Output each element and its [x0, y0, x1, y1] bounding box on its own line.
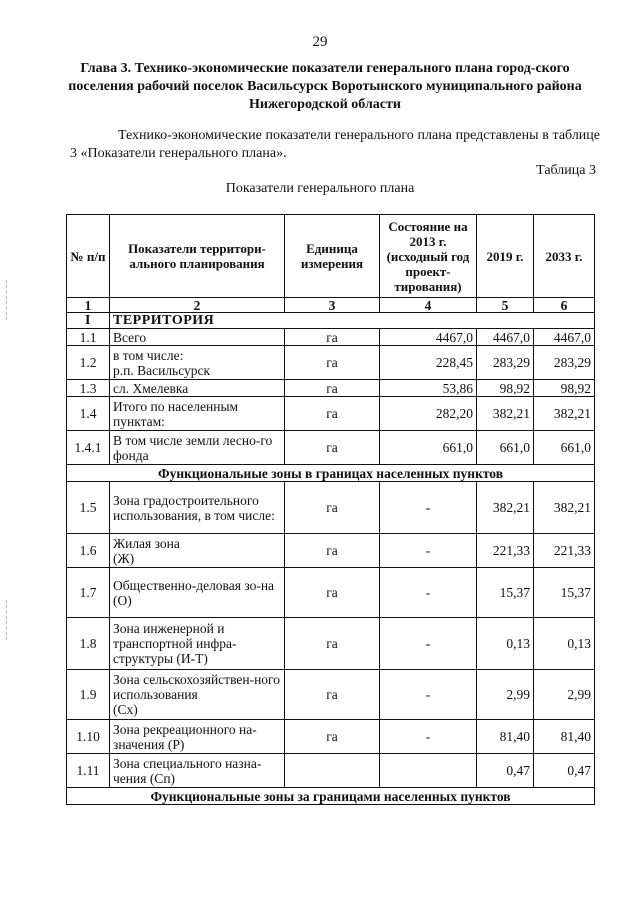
table-row	[67, 329, 595, 346]
row-indicator: Всего	[110, 329, 285, 346]
row-unit: га	[285, 534, 380, 568]
table-row	[67, 618, 595, 670]
row-value-2013: -	[380, 618, 477, 670]
row-value-2013: -	[380, 534, 477, 568]
zone-rows	[67, 482, 595, 788]
header-2019: 2019 г.	[477, 215, 534, 298]
row-num: 1.4.1	[67, 431, 110, 465]
row-value-2033: 221,33	[534, 534, 595, 568]
row-unit: га	[285, 482, 380, 534]
header-unit: Единица измерения	[285, 215, 380, 298]
row-value-2033: 2,99	[534, 670, 595, 720]
row-value-2033: 382,21	[534, 397, 595, 431]
row-unit: га	[285, 380, 380, 397]
column-number: 2	[110, 298, 285, 313]
column-number: 6	[534, 298, 595, 313]
row-unit: га	[285, 720, 380, 754]
column-number-row	[67, 298, 595, 313]
row-value-2019: 382,21	[477, 397, 534, 431]
row-value-2019: 15,37	[477, 568, 534, 618]
indicators-table	[66, 214, 595, 805]
row-value-2033: 81,40	[534, 720, 595, 754]
row-value-2019: 98,92	[477, 380, 534, 397]
row-num: 1.11	[67, 754, 110, 788]
column-number: 4	[380, 298, 477, 313]
row-num: 1.3	[67, 380, 110, 397]
column-number: 1	[67, 298, 110, 313]
row-value-2013: 53,86	[380, 380, 477, 397]
row-indicator: В том числе земли лесно-го фонда	[110, 431, 285, 465]
page-number: 29	[312, 34, 328, 50]
table-title: Показатели генерального плана	[225, 181, 415, 196]
row-unit: га	[285, 431, 380, 465]
row-num: 1.9	[67, 670, 110, 720]
row-value-2033: 98,92	[534, 380, 595, 397]
table-row	[67, 754, 595, 788]
row-value-2013: 282,20	[380, 397, 477, 431]
row-indicator: Зона специального назна-чения (Сп)	[110, 754, 285, 788]
row-num: 1.7	[67, 568, 110, 618]
row-value-2033: 661,0	[534, 431, 595, 465]
zone-header-inside: Функциональные зоны в границах населенных пунктов	[67, 465, 595, 482]
scan-edge-mark	[6, 280, 8, 320]
row-value-2013: 228,45	[380, 346, 477, 380]
table-row	[67, 482, 595, 534]
header-state-2013: Состояние на 2013 г. (исходный год проект-тирования)	[380, 215, 477, 298]
row-indicator: Зона инженерной и транспортной инфра-структуры (И-Т)	[110, 618, 285, 670]
row-unit: га	[285, 618, 380, 670]
row-num: 1.10	[67, 720, 110, 754]
row-unit: га	[285, 329, 380, 346]
header-num: № п/п	[67, 215, 110, 298]
row-value-2019: 4467,0	[477, 329, 534, 346]
table-row	[67, 534, 595, 568]
section-label: ТЕРРИТОРИЯ	[110, 313, 595, 329]
row-num: 1.2	[67, 346, 110, 380]
row-num: 1.5	[67, 482, 110, 534]
row-unit: га	[285, 670, 380, 720]
zone-header-row	[67, 788, 595, 805]
section-row	[67, 313, 595, 329]
row-value-2019: 382,21	[477, 482, 534, 534]
row-unit: га	[285, 568, 380, 618]
row-value-2013: 661,0	[380, 431, 477, 465]
row-num: 1.8	[67, 618, 110, 670]
row-value-2019: 221,33	[477, 534, 534, 568]
header-2033: 2033 г.	[534, 215, 595, 298]
table-row	[67, 720, 595, 754]
row-indicator: Зона сельскохозяйствен-ного использования (Сх)	[110, 670, 285, 720]
table-number: Таблица 3	[536, 163, 596, 178]
row-value-2013: -	[380, 482, 477, 534]
row-unit: га	[285, 397, 380, 431]
header-indicator: Показатели территори-ального планирования	[110, 215, 285, 298]
row-indicator: Зона рекреационного на-значения (Р)	[110, 720, 285, 754]
column-number: 3	[285, 298, 380, 313]
section-num: I	[67, 313, 110, 329]
row-value-2033: 382,21	[534, 482, 595, 534]
row-num: 1.6	[67, 534, 110, 568]
territory-rows	[67, 329, 595, 465]
row-num: 1.1	[67, 329, 110, 346]
table-header-row	[67, 215, 595, 298]
row-indicator: Жилая зона (Ж)	[110, 534, 285, 568]
row-value-2013	[380, 754, 477, 788]
row-value-2019: 0,47	[477, 754, 534, 788]
row-value-2033: 15,37	[534, 568, 595, 618]
row-value-2019: 2,99	[477, 670, 534, 720]
row-indicator: Общественно-деловая зо-на (О)	[110, 568, 285, 618]
row-value-2019: 283,29	[477, 346, 534, 380]
row-indicator: Итого по населенным пунктам:	[110, 397, 285, 431]
row-value-2033: 0,47	[534, 754, 595, 788]
row-indicator: Зона градостроительного использования, в том числе:	[110, 482, 285, 534]
table-row	[67, 346, 595, 380]
row-unit	[285, 754, 380, 788]
table-row	[67, 397, 595, 431]
row-indicator: сл. Хмелевка	[110, 380, 285, 397]
row-indicator: в том числе: р.п. Васильсурск	[110, 346, 285, 380]
row-value-2019: 81,40	[477, 720, 534, 754]
row-value-2019: 661,0	[477, 431, 534, 465]
table-row	[67, 380, 595, 397]
table-row	[67, 568, 595, 618]
row-num: 1.4	[67, 397, 110, 431]
table-row	[67, 670, 595, 720]
row-value-2019: 0,13	[477, 618, 534, 670]
row-value-2013: -	[380, 670, 477, 720]
intro-paragraph: Технико-экономические показатели генерального плана представлены в таблице 3 «Показатели генерального плана».	[70, 128, 600, 161]
row-value-2033: 0,13	[534, 618, 595, 670]
row-value-2013: -	[380, 568, 477, 618]
row-value-2013: -	[380, 720, 477, 754]
table-row	[67, 431, 595, 465]
row-unit: га	[285, 346, 380, 380]
row-value-2013: 4467,0	[380, 329, 477, 346]
zone-header-row	[67, 465, 595, 482]
column-number: 5	[477, 298, 534, 313]
zone-header-outside: Функциональные зоны за границами населенных пунктов	[67, 788, 595, 805]
chapter-title: Глава 3. Технико-экономические показатели генерального плана город-ского поселения рабочий поселок Васильсурск Воротынского муниципального района Нижегородской области	[68, 61, 582, 112]
row-value-2033: 283,29	[534, 346, 595, 380]
row-value-2033: 4467,0	[534, 329, 595, 346]
scan-edge-mark	[6, 600, 8, 640]
